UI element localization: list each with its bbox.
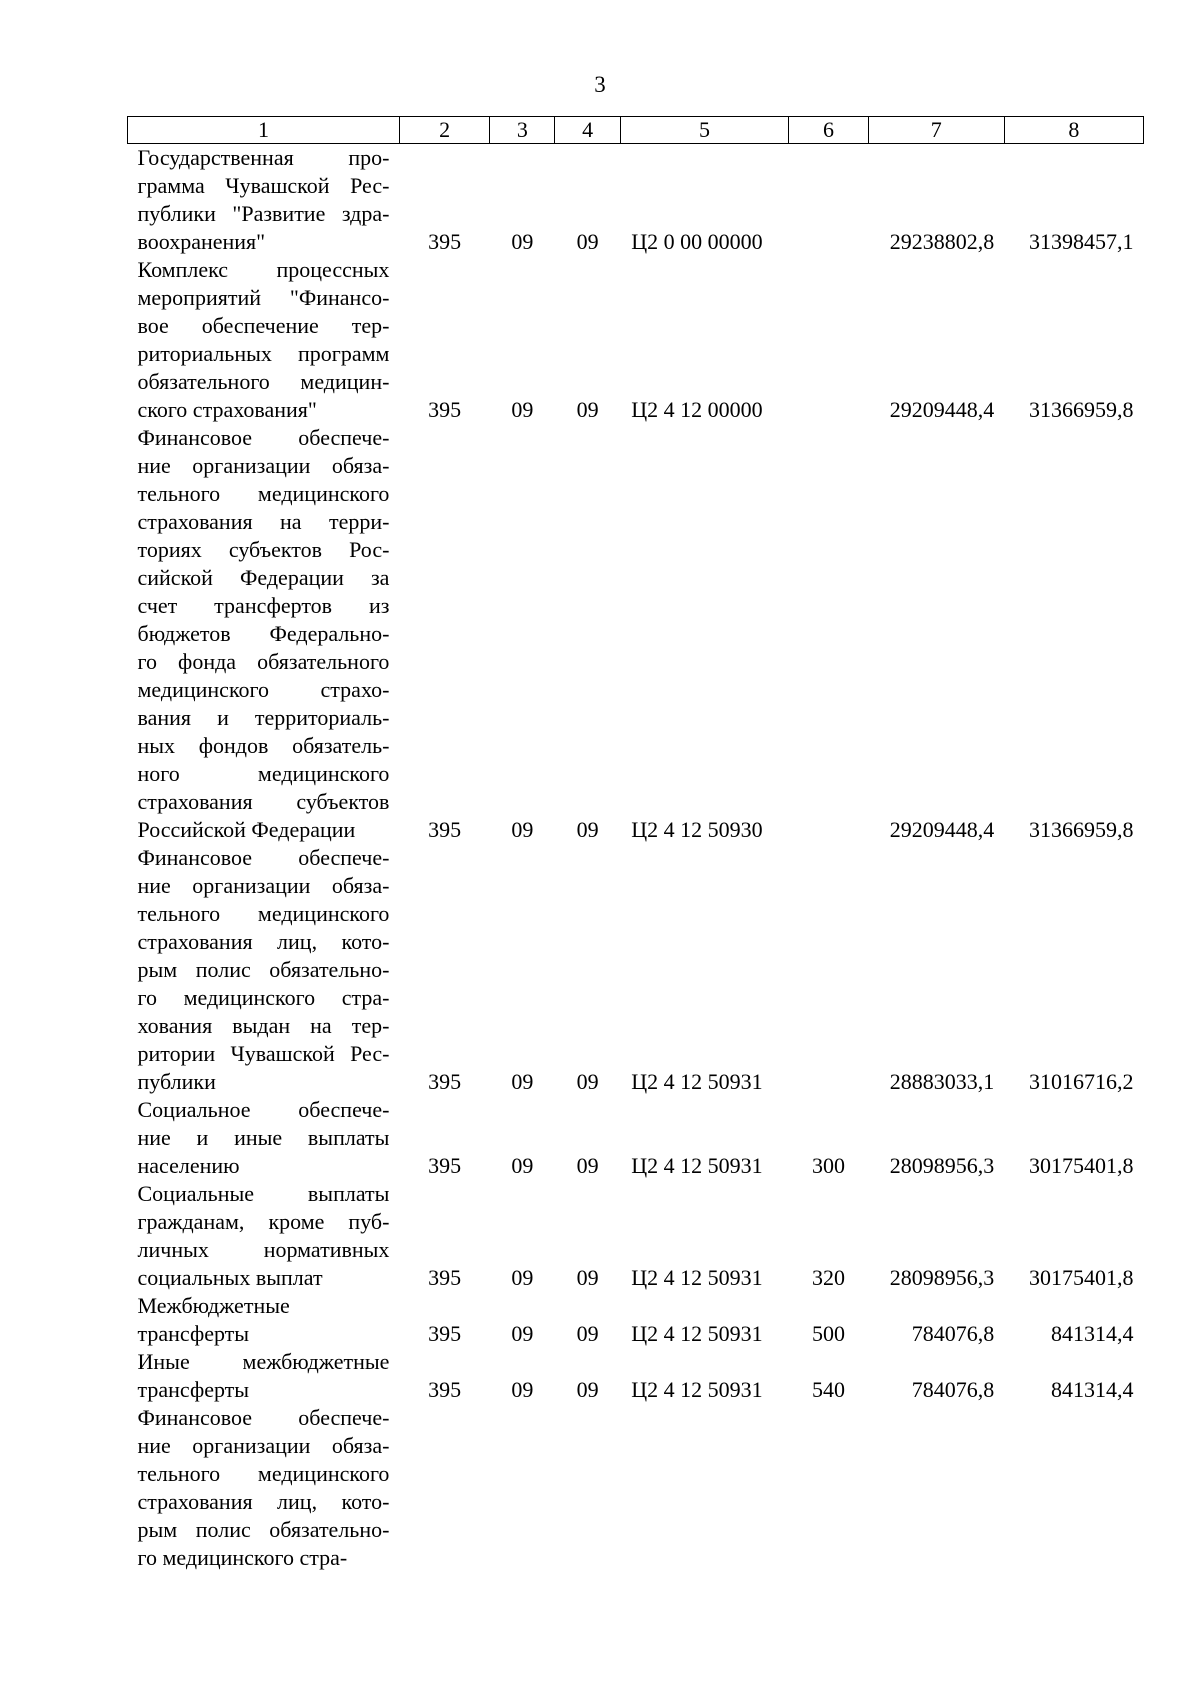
row-section-code — [490, 1404, 555, 1572]
row-admin-code: 395 — [428, 397, 462, 422]
row-name-line: страхования на терри- — [137, 509, 390, 534]
row-amount-year-1: 29209448,4 — [889, 397, 995, 422]
row-name-line: рым полис обязательно- — [137, 957, 390, 982]
row-name-line: ние организации обяза- — [137, 1433, 390, 1458]
row-admin-code: 395 — [428, 1377, 462, 1402]
row-section-code: 09 — [511, 1069, 534, 1094]
row-section-code: 09 — [511, 1153, 534, 1178]
header-col-2: 2 — [399, 117, 489, 144]
row-name — [128, 144, 400, 257]
table-row — [128, 1292, 1144, 1348]
row-name-line: гражданам, кроме пуб- — [137, 1209, 390, 1234]
row-name-line: Межбюджетные — [137, 1293, 290, 1318]
row-name-line: трансферты — [137, 1377, 250, 1402]
row-section-code: 09 — [511, 229, 534, 254]
row-admin-code: 395 — [428, 1321, 462, 1346]
row-name-line: ных фондов обязатель- — [137, 733, 390, 758]
row-target-article: Ц2 0 00 00000 — [631, 229, 763, 254]
table-row — [128, 1096, 1144, 1180]
header-col-4: 4 — [555, 117, 620, 144]
row-name-line: населению — [137, 1153, 240, 1178]
header-col-8: 8 — [1004, 117, 1143, 144]
row-amount-year-2: 31016716,2 — [1029, 1069, 1134, 1094]
page-number: 3 — [594, 72, 606, 97]
row-subsection-code: 09 — [576, 1069, 599, 1094]
table-row — [128, 256, 1144, 424]
row-section-code: 09 — [511, 397, 534, 422]
table-row — [128, 1180, 1144, 1292]
table-body — [128, 144, 1144, 1573]
row-section-code: 09 — [511, 817, 534, 842]
row-name-line: ториях субъектов Рос- — [137, 537, 390, 562]
row-name — [128, 256, 400, 424]
row-expense-type: 300 — [812, 1153, 846, 1178]
row-amount-year-1: 28098956,3 — [889, 1153, 995, 1178]
row-name-line: публики — [137, 1069, 216, 1094]
row-name — [128, 844, 400, 1096]
row-amount-year-1: 29238802,8 — [889, 229, 995, 254]
row-target-article: Ц2 4 12 00000 — [631, 397, 763, 422]
row-name-line: тельного медицинского — [137, 1461, 390, 1486]
row-name — [128, 1180, 400, 1292]
row-amount-year-2: 31366959,8 — [1029, 397, 1134, 422]
row-name-line: го фонда обязательного — [137, 649, 390, 674]
row-subsection-code — [555, 1404, 620, 1572]
row-admin-code: 395 — [428, 1069, 462, 1094]
row-target-article — [620, 1404, 789, 1572]
row-amount-year-1: 784076,8 — [911, 1377, 995, 1402]
row-expense-type: 320 — [812, 1265, 846, 1290]
row-name-line: ние организации обяза- — [137, 453, 390, 478]
row-admin-code: 395 — [428, 1153, 462, 1178]
table-row — [128, 424, 1144, 844]
row-name-line: обязательного медицин- — [137, 369, 390, 394]
row-name-line: ского страхования" — [137, 397, 317, 422]
table-row — [128, 1348, 1144, 1404]
row-name-line: социальных выплат — [137, 1265, 323, 1290]
header-col-1: 1 — [128, 117, 400, 144]
row-name-line: вания и территориаль- — [137, 705, 390, 730]
row-expense-type — [789, 144, 868, 257]
row-target-article: Ц2 4 12 50931 — [631, 1321, 763, 1346]
table-row — [128, 144, 1144, 257]
row-section-code: 09 — [511, 1377, 534, 1402]
row-admin-code: 395 — [428, 229, 462, 254]
budget-table — [127, 116, 1144, 1572]
row-name-line: мероприятий "Финансо- — [137, 285, 390, 310]
row-target-article: Ц2 4 12 50931 — [631, 1153, 763, 1178]
row-name-line: вое обеспечение тер- — [137, 313, 390, 338]
row-name-line: Финансовое обеспече- — [137, 845, 390, 870]
row-name-line: публики "Развитие здра- — [137, 201, 390, 226]
row-subsection-code: 09 — [576, 1377, 599, 1402]
row-subsection-code: 09 — [576, 397, 599, 422]
header-col-3: 3 — [490, 117, 555, 144]
row-expense-type: 540 — [812, 1377, 846, 1402]
row-name-line: хования выдан на тер- — [137, 1013, 390, 1038]
row-name-line: тельного медицинского — [137, 481, 390, 506]
row-amount-year-1: 28883033,1 — [889, 1069, 995, 1094]
row-name-line: ритории Чувашской Рес- — [137, 1041, 390, 1066]
row-name-line: грамма Чувашской Рес- — [137, 173, 390, 198]
row-amount-year-1: 29209448,4 — [889, 817, 995, 842]
row-admin-code — [399, 1404, 489, 1572]
row-name-line: Финансовое обеспече- — [137, 1405, 390, 1430]
row-name-line: бюджетов Федерально- — [137, 621, 390, 646]
row-amount-year-2: 841314,4 — [1051, 1377, 1134, 1402]
row-target-article: Ц2 4 12 50931 — [631, 1069, 763, 1094]
header-col-5: 5 — [620, 117, 789, 144]
row-name-line: воохранения" — [137, 229, 266, 254]
row-name-line: Государственная про- — [137, 145, 390, 170]
row-name-line: страхования субъектов — [137, 789, 390, 814]
row-target-article: Ц2 4 12 50931 — [631, 1265, 763, 1290]
row-name-line: ние и иные выплаты — [137, 1125, 390, 1150]
row-amount-year-1 — [868, 1404, 1004, 1572]
row-name — [128, 424, 400, 844]
row-name — [128, 1096, 400, 1180]
row-subsection-code: 09 — [576, 817, 599, 842]
row-name-line: страхования лиц, кото- — [137, 1489, 390, 1514]
row-name-line: Финансовое обеспече- — [137, 425, 390, 450]
header-col-7: 7 — [868, 117, 1004, 144]
row-amount-year-2: 31366959,8 — [1029, 817, 1134, 842]
row-target-article: Ц2 4 12 50930 — [631, 817, 763, 842]
row-amount-year-2: 31398457,1 — [1029, 229, 1134, 254]
row-name-line: сийской Федерации за — [137, 565, 390, 590]
row-name-line: страхования лиц, кото- — [137, 929, 390, 954]
row-expense-type — [789, 844, 868, 1096]
row-admin-code: 395 — [428, 817, 462, 842]
row-name-line: рым полис обязательно- — [137, 1517, 390, 1542]
row-name-line: го медицинского стра- — [137, 985, 390, 1010]
row-name-line: Российской Федерации — [137, 817, 356, 842]
row-name — [128, 1292, 400, 1348]
row-subsection-code: 09 — [576, 229, 599, 254]
row-name-line: счет трансфертов из — [137, 593, 390, 618]
row-name-line: ние организации обяза- — [137, 873, 390, 898]
row-name-line: ного медицинского — [137, 761, 390, 786]
row-target-article: Ц2 4 12 50931 — [631, 1377, 763, 1402]
row-name-line: Социальные выплаты — [137, 1181, 390, 1206]
row-amount-year-1: 784076,8 — [911, 1321, 995, 1346]
row-name-line: тельного медицинского — [137, 901, 390, 926]
row-subsection-code: 09 — [576, 1153, 599, 1178]
row-section-code: 09 — [511, 1321, 534, 1346]
row-expense-type: 500 — [812, 1321, 846, 1346]
row-section-code: 09 — [511, 1265, 534, 1290]
row-amount-year-2: 30175401,8 — [1029, 1265, 1134, 1290]
row-name-line: Социальное обеспече- — [137, 1097, 390, 1122]
row-subsection-code: 09 — [576, 1321, 599, 1346]
row-name-line: Иные межбюджетные — [137, 1349, 390, 1374]
row-amount-year-2 — [1004, 1404, 1143, 1572]
row-name-line: Комплекс процессных — [137, 257, 390, 282]
row-amount-year-2: 30175401,8 — [1029, 1153, 1134, 1178]
row-name — [128, 1404, 400, 1572]
row-name-line: го медицинского стра- — [137, 1545, 348, 1570]
row-subsection-code: 09 — [576, 1265, 599, 1290]
row-expense-type — [789, 256, 868, 424]
row-amount-year-2: 841314,4 — [1051, 1321, 1134, 1346]
table-row — [128, 1404, 1144, 1572]
row-name-line: личных нормативных — [137, 1237, 390, 1262]
table-row — [128, 844, 1144, 1096]
row-name-line: риториальных программ — [137, 341, 390, 366]
row-name — [128, 1348, 400, 1404]
header-col-6: 6 — [789, 117, 868, 144]
row-expense-type — [789, 424, 868, 844]
row-amount-year-1: 28098956,3 — [889, 1265, 995, 1290]
row-expense-type — [789, 1404, 868, 1572]
row-admin-code: 395 — [428, 1265, 462, 1290]
row-name-line: трансферты — [137, 1321, 250, 1346]
header-row — [128, 117, 1144, 144]
row-name-line: медицинского страхо- — [137, 677, 390, 702]
